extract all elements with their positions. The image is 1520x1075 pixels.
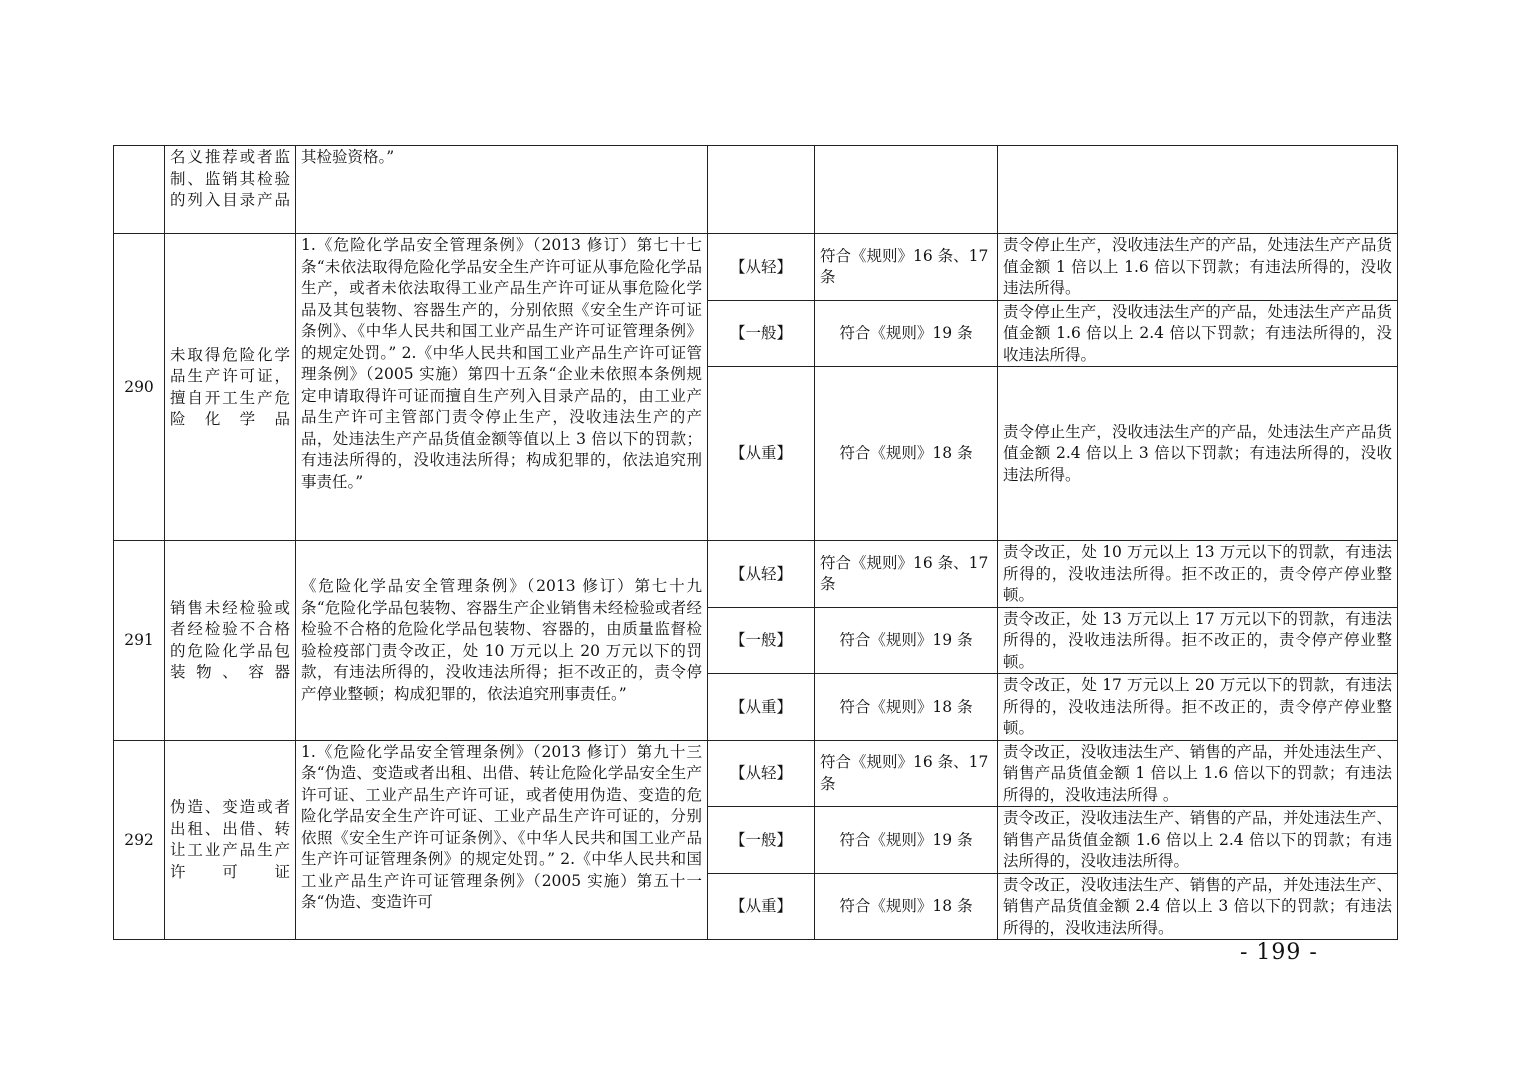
penalty-standard: 责令改正，处 13 万元以上 17 万元以下的罚款，有违法所得的，没收违法所得。拒不改正的，责令停产停业整顿。 xyxy=(998,607,1398,674)
applicable-condition: 符合《规则》16 条、17 条 xyxy=(815,740,998,807)
discretion-level: 【从轻】 xyxy=(708,234,815,301)
legal-basis: 《危险化学品安全管理条例》（2013 修订）第七十九条“危险化学品包装物、容器生产企业销售未经检验或者经检验不合格的危险化学品包装物、容器的，由质量监督检验检疫部门责令改正，处 10 万元以上 20 万元以下的罚款，有违法所得的，没收违法所得；拒不改正的，责令停产停业整顿；构成犯罪的，依法追究刑事责任。” xyxy=(296,541,708,741)
penalty-standard: 责令停止生产，没收违法生产的产品，处违法生产产品货值金额 1 倍以上 1.6 倍以下罚款；有违法所得的，没收违法所得。 xyxy=(998,234,1398,301)
row-number: 290 xyxy=(114,234,165,541)
applicable-condition xyxy=(815,146,998,234)
discretion-level: 【一般】 xyxy=(708,807,815,874)
penalty-standard: 责令改正，没收违法生产、销售的产品，并处违法生产、销售产品货值金额 1 倍以上 1.6 倍以下的罚款；有违法所得的，没收违法所得 。 xyxy=(998,740,1398,807)
penalty-standard xyxy=(998,146,1398,234)
discretion-level: 【从重】 xyxy=(708,367,815,541)
discretion-level: 【一般】 xyxy=(708,300,815,367)
discretion-level: 【从轻】 xyxy=(708,740,815,807)
violation-item: 名义推荐或者监制、监销其检验的列入目录产品 xyxy=(165,146,296,234)
discretion-level xyxy=(708,146,815,234)
violation-item: 销售未经检验或者经检验不合格的危险化学品包装物、容器 xyxy=(165,541,296,741)
applicable-condition: 符合《规则》18 条 xyxy=(815,367,998,541)
legal-basis: 1.《危险化学品安全管理条例》（2013 修订）第七十七条“未依法取得危险化学品安全生产许可证从事危险化学品生产，或者未依法取得工业产品生产许可证从事危险化学品及其包装物、容器生产的，分别依照《安全生产许可证条例》、《中华人民共和国工业产品生产许可证管理条例》的规定处罚。” 2.《中华人民共和国工业产品生产许可证管理条例》（2005 实施）第四十五条“企业未依照本条例规定申请取得许可证而擅自生产列入目录产品的，由工业产品生产许可主管部门责令停止生产，没收违法生产的产品，处违法生产产品货值金额等值以上 3 倍以下的罚款；有违法所得的，没收违法所得；构成犯罪的，依法追究刑事责任。” xyxy=(296,234,708,541)
violation-item: 未取得危险化学品生产许可证，擅自开工生产危险化学品 xyxy=(165,234,296,541)
discretion-level: 【从重】 xyxy=(708,674,815,741)
table-row xyxy=(114,146,1398,234)
discretion-level: 【从重】 xyxy=(708,873,815,940)
discretion-level: 【一般】 xyxy=(708,607,815,674)
row-number: 291 xyxy=(114,541,165,741)
applicable-condition: 符合《规则》18 条 xyxy=(815,674,998,741)
penalty-table xyxy=(113,145,1398,940)
penalty-standard: 责令改正，没收违法生产、销售的产品，并处违法生产、销售产品货值金额 1.6 倍以上 2.4 倍以下的罚款；有违法所得的，没收违法所得。 xyxy=(998,807,1398,874)
applicable-condition: 符合《规则》16 条、17 条 xyxy=(815,234,998,301)
legal-basis: 其检验资格。” xyxy=(296,146,708,234)
table-row xyxy=(114,541,1398,608)
legal-basis: 1.《危险化学品安全管理条例》（2013 修订）第九十三条“伪造、变造或者出租、出借、转让危险化学品安全生产许可证、工业产品生产许可证，或者使用伪造、变造的危险化学品安全生产许可证、工业产品生产许可证的，分别依照《安全生产许可证条例》、《中华人民共和国工业产品生产许可证管理条例》的规定处罚。” 2.《中华人民共和国工业产品生产许可证管理条例》（2005 实施）第五十一条“伪造、变造许可 xyxy=(296,740,708,940)
penalty-standard: 责令改正，没收违法生产、销售的产品，并处违法生产、销售产品货值金额 2.4 倍以上 3 倍以下的罚款；有违法所得的，没收违法所得。 xyxy=(998,873,1398,940)
table-row xyxy=(114,740,1398,807)
penalty-standard: 责令改正，处 10 万元以上 13 万元以下的罚款，有违法所得的，没收违法所得。拒不改正的，责令停产停业整顿。 xyxy=(998,541,1398,608)
applicable-condition: 符合《规则》19 条 xyxy=(815,607,998,674)
row-number: 292 xyxy=(114,740,165,940)
page-number: - 199 - xyxy=(1240,940,1318,965)
table-row xyxy=(114,234,1398,301)
penalty-standard: 责令停止生产，没收违法生产的产品，处违法生产产品货值金额 2.4 倍以上 3 倍以下罚款；有违法所得的，没收违法所得。 xyxy=(998,367,1398,541)
applicable-condition: 符合《规则》18 条 xyxy=(815,873,998,940)
violation-item: 伪造、变造或者出租、出借、转让工业产品生产许可证 xyxy=(165,740,296,940)
applicable-condition: 符合《规则》16 条、17 条 xyxy=(815,541,998,608)
discretion-level: 【从轻】 xyxy=(708,541,815,608)
penalty-standard: 责令停止生产，没收违法生产的产品，处违法生产产品货值金额 1.6 倍以上 2.4 倍以下罚款；有违法所得的，没收违法所得。 xyxy=(998,300,1398,367)
penalty-standard: 责令改正，处 17 万元以上 20 万元以下的罚款，有违法所得的，没收违法所得。拒不改正的，责令停产停业整顿。 xyxy=(998,674,1398,741)
applicable-condition: 符合《规则》19 条 xyxy=(815,300,998,367)
row-number xyxy=(114,146,165,234)
applicable-condition: 符合《规则》19 条 xyxy=(815,807,998,874)
